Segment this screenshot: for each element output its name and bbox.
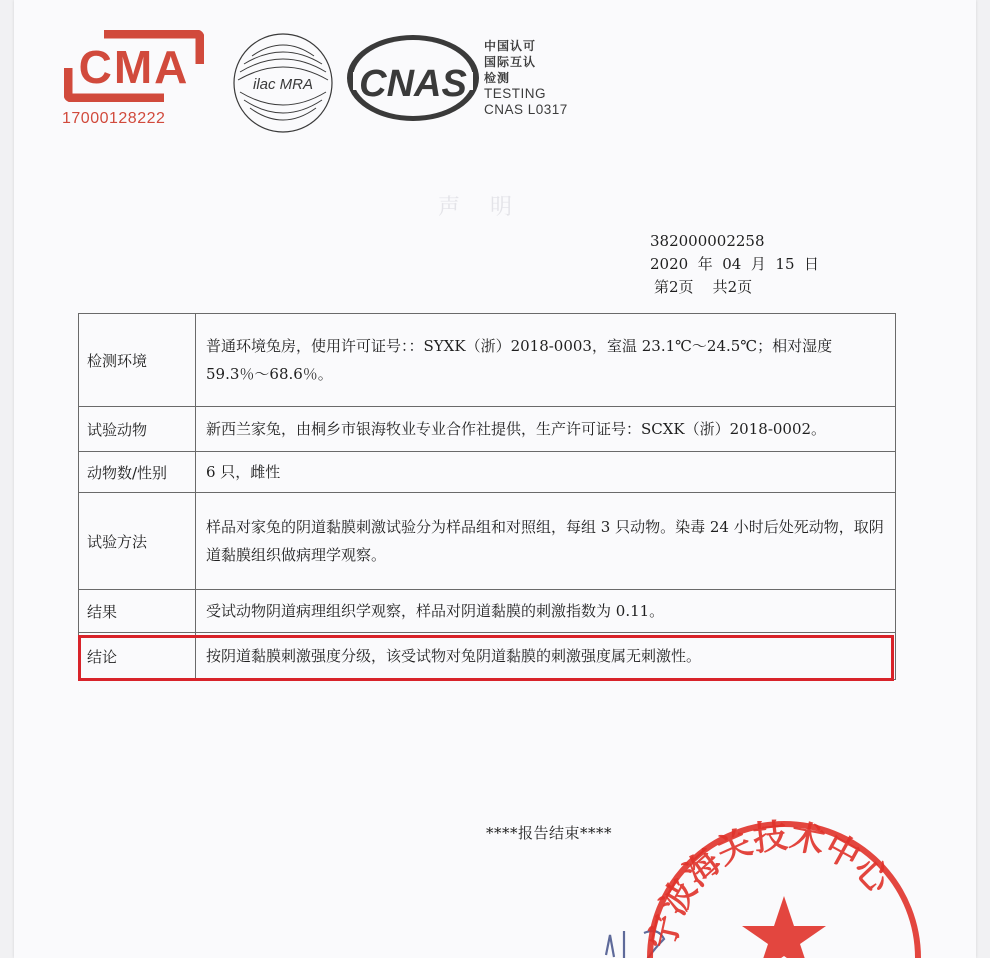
row-label: 试验动物 [79, 407, 196, 452]
cnas-line-3: 检测 [484, 71, 511, 85]
row-label: 结果 [79, 590, 196, 633]
cma-logo-text: CMA [78, 41, 190, 93]
report-number: 382000002258 [650, 232, 765, 250]
row-value: 按阴道黏膜刺激强度分级，该受试物对兔阴道黏膜的刺激强度属无刺激性。 [196, 633, 896, 680]
row-value: 6 只，雌性 [196, 452, 896, 493]
cnas-logo-text: CNAS [359, 63, 467, 105]
cnas-accreditation-text [484, 38, 568, 118]
table-row [79, 493, 896, 590]
row-label: 结论 [79, 633, 196, 680]
report-meta [650, 230, 819, 299]
cnas-line-4: TESTING [484, 86, 547, 101]
row-value: 普通环境兔房，使用许可证号：：SYXK（浙）2018-0003，室温 23.1℃～24.5℃；相对湿度 59.3％～68.6％。 [196, 314, 896, 407]
official-seal-stamp [634, 808, 934, 958]
show-through-text: 声明 [438, 195, 543, 220]
row-label: 试验方法 [79, 493, 196, 590]
report-end-mark: ****报告结束**** [486, 824, 613, 842]
report-page [14, 0, 976, 958]
row-value: 样品对家兔的阴道黏膜刺激试验分为样品组和对照组，每组 3 只动物。染毒 24 小时后处死动物，取阴道黏膜组织做病理学观察。 [196, 493, 896, 590]
table-row [79, 314, 896, 407]
report-page-count: 第2页 共2页 [654, 278, 753, 296]
cnas-line-1: 中国认可 [484, 39, 537, 53]
report-date: 2020 年 04 月 15 日 [650, 255, 820, 273]
row-value: 新西兰家兔，由桐乡市银海牧业专业合作社提供，生产许可证号：SCXK（浙）2018-0002。 [196, 407, 896, 452]
cnas-line-5: CNAS L0317 [484, 102, 568, 117]
ilac-logo-text: ilac MRA [252, 76, 314, 93]
test-report-table [78, 313, 896, 680]
table-row [79, 452, 896, 493]
ilac-mra-logo [230, 30, 336, 136]
cnas-logo [344, 32, 482, 124]
table-row-conclusion [79, 633, 896, 680]
table-row [79, 407, 896, 452]
stamp-text: 宁波海关技术中心 [642, 816, 899, 953]
cma-number: 17000128222 [62, 110, 166, 127]
row-label: 动物数/性别 [79, 452, 196, 493]
row-value: 受试动物阴道病理组织学观察，样品对阴道黏膜的刺激指数为 0.11。 [196, 590, 896, 633]
table-row [79, 590, 896, 633]
stamp-star-icon [742, 896, 826, 958]
cma-logo [64, 30, 204, 102]
side-stamp-fragment [964, 690, 976, 890]
row-label: 检测环境 [79, 314, 196, 407]
cnas-line-2: 国际互认 [484, 55, 537, 69]
